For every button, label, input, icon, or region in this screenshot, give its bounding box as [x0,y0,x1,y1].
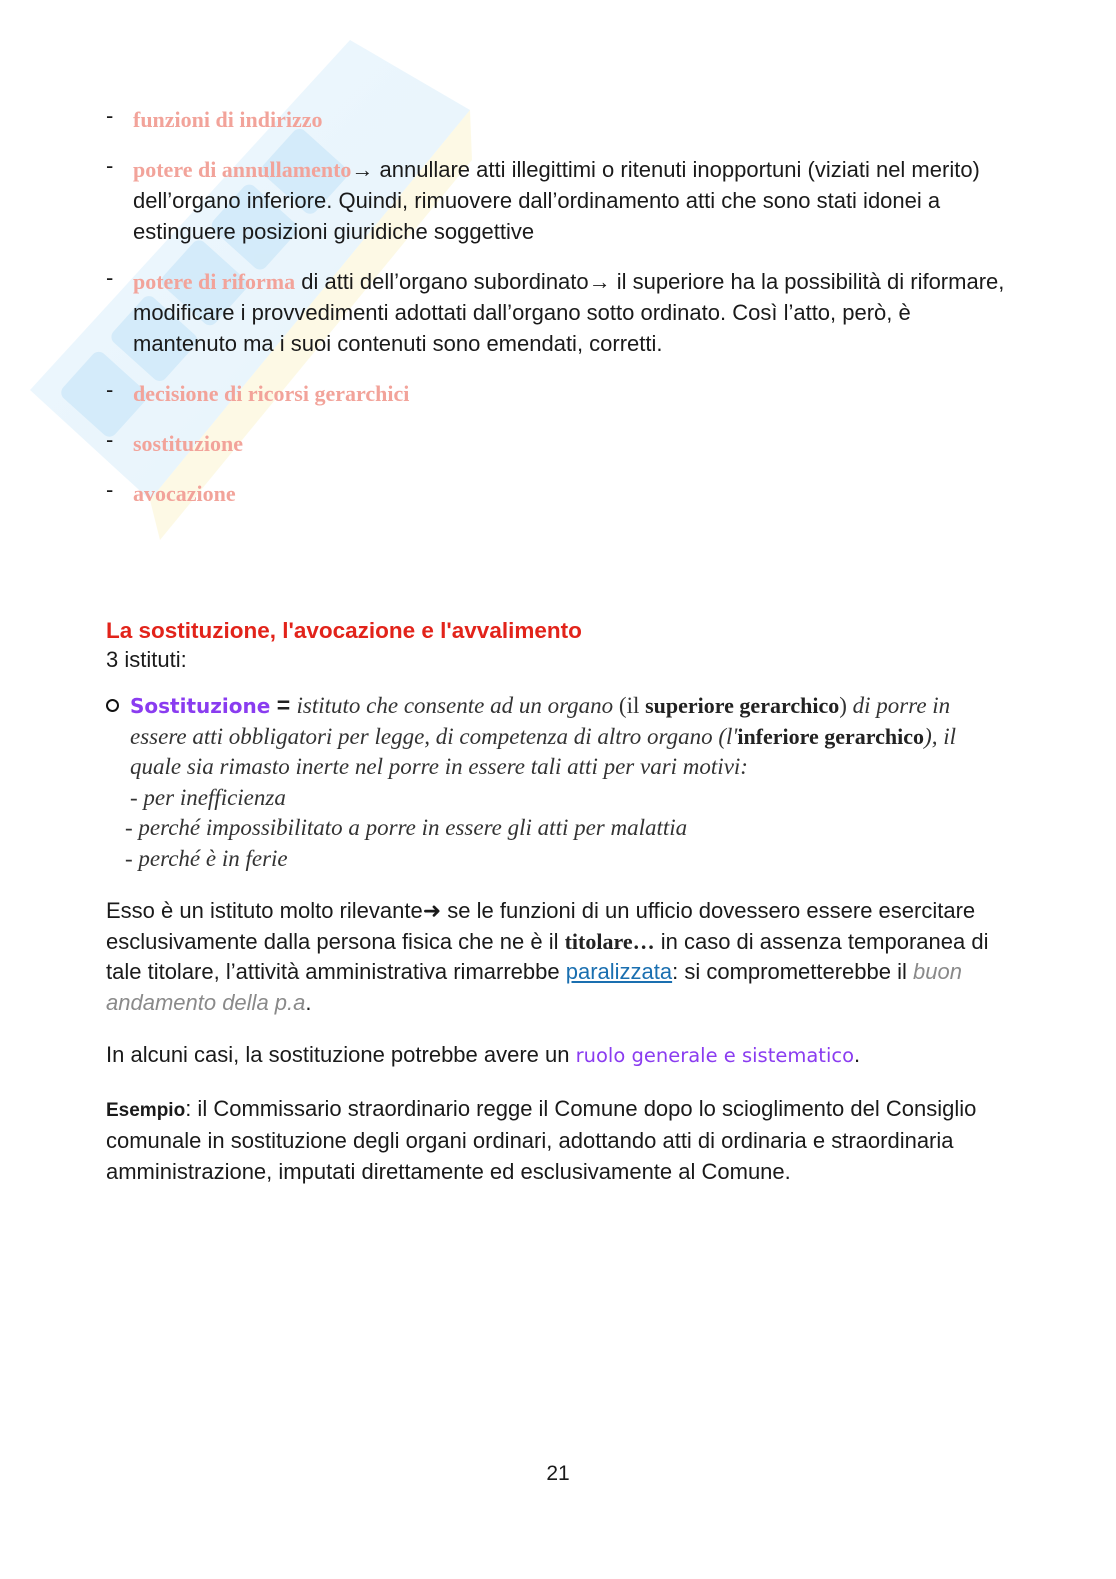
powers-list [106,104,1006,509]
list-item [106,428,1006,459]
reason-line: - perché impossibilitato a porre in essere gli atti per malattia [125,815,688,840]
definition-text: istituto che consente ad un organo [296,693,619,718]
esempio-label: Esempio [106,1099,186,1121]
list-item [106,104,1006,135]
term-label: potere di annullamento [133,157,352,182]
para-text: In alcuni casi, la sostituzione potrebbe avere un [106,1042,576,1067]
dash-bullet: - [106,265,114,290]
ruolo-highlight: ruolo generale e sistematico [575,1044,855,1067]
para-text: in caso di assenza temporanea di tale titolare, l’attività amministrativa rimarrebbe [106,928,989,984]
paragraph-rilevanza [106,896,1006,1018]
list-item [106,378,1006,409]
paragraph-esempio [106,1094,1006,1188]
dash-bullet: - [106,377,114,402]
term-label: decisione di ricorsi gerarchici [133,381,410,406]
definition-text: di porre in essere atti obbligatori per legge, di competenza di altro organo (l' [130,693,951,749]
para-text: . [854,1042,861,1067]
paralizzata-link[interactable]: paralizzata [565,959,673,984]
para-text: . [305,989,312,1015]
circle-bullet-icon [106,699,119,712]
term-label: funzioni di indirizzo [133,107,323,132]
item-text: → annullare atti illegittimi o ritenuti inopportuni (viziati nel merito) dell’organo inferiore. Quindi, rimuovere dall’ordinamento atti che sono stati idonei a estinguere posizioni giuridiche soggettive [133,157,980,244]
item-text: di atti dell’organo subordinato→ il superiore ha la possibilità di riformare, modificare i provvedimenti adottati dall’organo sotto ordinato. Così l’atto, però, è mantenuto ma i suoi contenuti sono emendati, corretti. [133,269,1005,356]
definition-text: ), il quale sia rimasto inerte nel porre in essere tali atti per vari motivi: [130,723,957,779]
titolare-term: titolare… [564,928,655,954]
spacer [106,528,1006,616]
reason-line: - per inefficienza [130,784,286,810]
paren-close: ) [839,693,847,718]
dash-bullet: - [106,477,114,502]
equals-sign: = [270,692,297,718]
term-label: avocazione [133,481,236,506]
list-item [106,478,1006,509]
para-text: : si comprometterebbe il [672,959,913,984]
section-subtitle: 3 istituti: [106,647,187,672]
buon-andamento-text: buon andamento della p.a [106,959,962,1015]
dash-bullet: - [106,427,114,452]
paragraph-ruolo [106,1040,1006,1072]
para-text: : il Commissario straordinario regge il Comune dopo lo scioglimento del Consiglio comunale in sostituzione degli organi ordinari, adottando atti di ordinaria e straordinaria amministrazione, imputati direttamente ed esclusivamente al Comune. [106,1095,977,1184]
sostituzione-definition [106,690,1006,874]
list-item [106,154,1006,247]
list-item [106,266,1006,359]
sostituzione-term: Sostituzione [130,694,271,718]
inferiore-gerarchico: inferiore gerarchico [737,723,925,749]
reason-line: - perché è in ferie [125,845,288,871]
section-heading: La sostituzione, l'avocazione e l'avvalimento [106,618,582,643]
dash-bullet: - [106,153,114,178]
page-number: 21 [546,1462,570,1485]
para-text: Esso è un istituto molto rilevante➜ se le funzioni di un ufficio dovessero essere esercitare esclusivamente dalla persona fisica che ne è il [106,898,976,954]
term-label: potere di riforma [133,269,296,294]
dash-bullet: - [106,103,114,128]
superiore-gerarchico: superiore gerarchico [645,693,840,718]
term-label: sostituzione [133,431,243,456]
page-content [106,104,1006,1209]
paren-open: (il [618,693,646,718]
